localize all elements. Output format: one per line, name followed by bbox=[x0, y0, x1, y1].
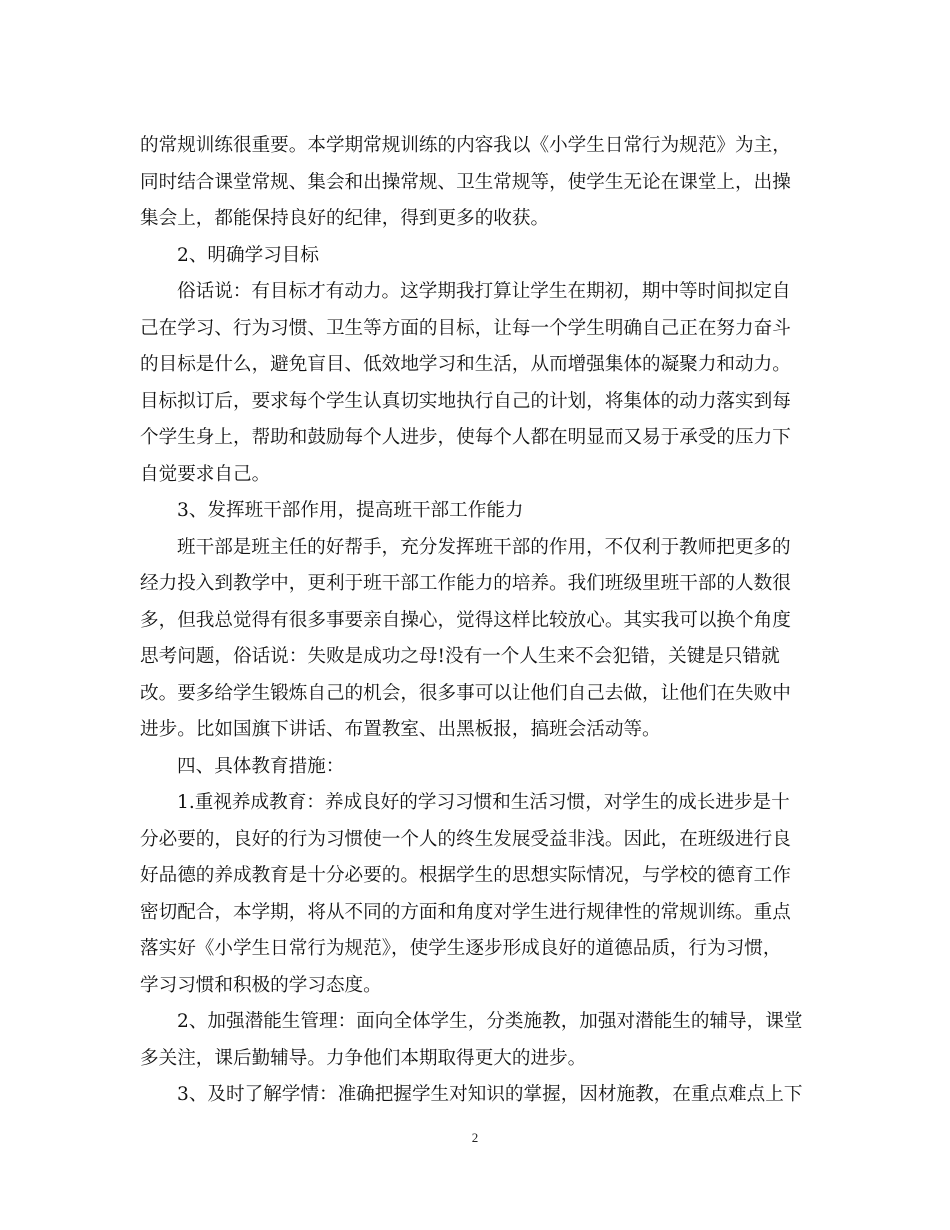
text-line: 多关注，课后勤辅导。力争他们本期取得更大的进步。 bbox=[140, 1047, 587, 1069]
text-line: 的目标是什么，避免盲目、低效地学习和生活，从而增强集体的凝聚力和动力。 bbox=[140, 354, 791, 375]
text-line: 1.重视养成教育：养成良好的学习习惯和生活习惯，对学生的成长进步是十 bbox=[177, 792, 790, 813]
text-line: 多，但我总觉得有很多事要亲自操心，觉得这样比较放心。其实我可以换个角度 bbox=[140, 609, 791, 631]
text-line: 落实好《小学生日常行为规范》，使学生逐步形成良好的道德品质，行为习惯， bbox=[140, 938, 782, 959]
text-line: 学习习惯和积极的学习态度。 bbox=[140, 974, 382, 996]
text-line: 密切配合，本学期，将从不同的方面和角度对学生进行规律性的常规训练。重点 bbox=[140, 901, 791, 923]
text-line: 己在学习、行为习惯、卫生等方面的目标，让每一个学生明确自己正在努力奋斗 bbox=[140, 317, 791, 339]
text-line: 改。要多给学生锻炼自己的机会，很多事可以让他们自己去做，让他们在失败中 bbox=[140, 682, 791, 704]
text-line: 好品德的养成教育是十分必要的。根据学生的思想实际情况，与学校的德育工作 bbox=[140, 865, 791, 886]
text-line: 的常规训练很重要。本学期常规训练的内容我以《小学生日常行为规范》为主， bbox=[140, 135, 791, 156]
text-line: 分必要的，良好的行为习惯使一个人的终生发展受益非浅。因此，在班级进行良 bbox=[140, 828, 791, 850]
text-line: 思考问题，俗话说：失败是成功之母!没有一个人生来不会犯错，关键是只错就 bbox=[140, 646, 780, 667]
text-line: 班干部是班主任的好帮手，充分发挥班干部的作用，不仅利于教师把更多的 bbox=[177, 536, 791, 558]
text-line: 2、明确学习目标 bbox=[177, 244, 319, 266]
text-line: 进步。比如国旗下讲话、布置教室、出黑板报，搞班会活动等。 bbox=[140, 719, 661, 740]
page-number: 2 bbox=[471, 1130, 479, 1145]
text-line: 个学生身上，帮助和鼓励每个人进步，使每个人都在明显而又易于承受的压力下 bbox=[140, 427, 791, 448]
text-line: 自觉要求自己。 bbox=[140, 463, 271, 485]
text-line: 3、发挥班干部作用，提高班干部工作能力 bbox=[177, 500, 524, 521]
text-line: 同时结合课堂常规、集会和出操常规、卫生常规等，使学生无论在课堂上，出操 bbox=[140, 171, 791, 193]
text-line: 2、加强潜能生管理：面向全体学生，分类施教，加强对潜能生的辅导，课堂 bbox=[177, 1011, 803, 1032]
text-line: 目标拟订后，要求每个学生认真切实地执行自己的计划，将集体的动力落实到每 bbox=[140, 390, 791, 412]
document-body bbox=[140, 128, 805, 1114]
text-line: 经力投入到教学中，更利于班干部工作能力的培养。我们班级里班干部的人数很 bbox=[140, 573, 791, 594]
text-line: 四、具体教育措施： bbox=[177, 755, 345, 777]
text-line: 俗话说：有目标才有动力。这学期我打算让学生在期初，期中等时间拟定自 bbox=[177, 281, 791, 302]
text-line: 3、及时了解学情：准确把握学生对知识的掌握，因材施教，在重点难点上下 bbox=[177, 1084, 803, 1105]
text-line: 集会上，都能保持良好的纪律，得到更多的收获。 bbox=[140, 208, 550, 229]
